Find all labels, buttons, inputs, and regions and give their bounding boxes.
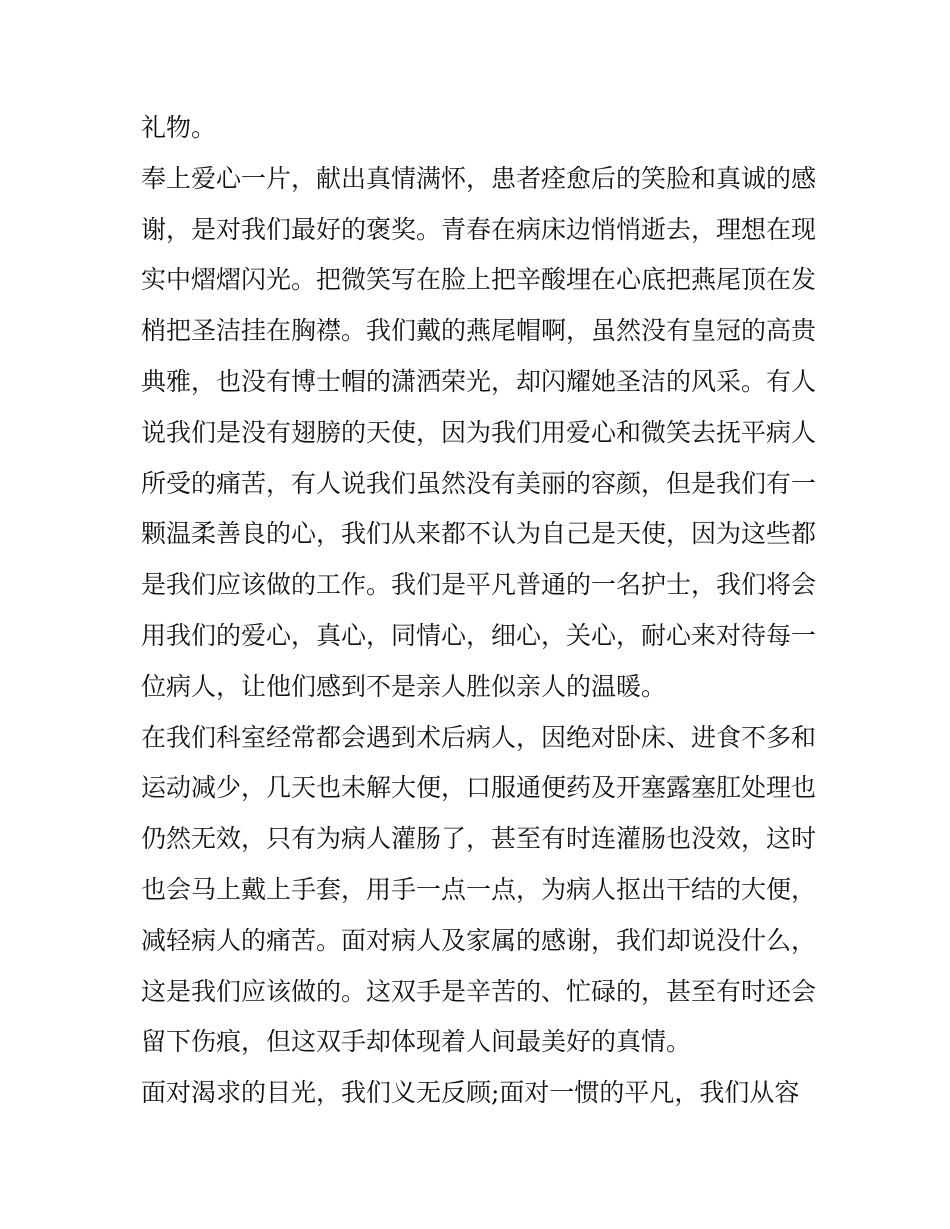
text-line: 所受的痛苦，有人说我们虽然没有美丽的容颜，但是我们有一	[141, 468, 817, 498]
text-line: 奉上爱心一片，献出真情满怀，患者痊愈后的笑脸和真诚的感	[141, 163, 817, 193]
text-line: 梢把圣洁挂在胸襟。我们戴的燕尾帽啊，虽然没有皇冠的高贵	[141, 316, 817, 346]
text-line: 位病人，让他们感到不是亲人胜似亲人的温暖。	[141, 671, 667, 701]
text-line: 礼物。	[141, 113, 217, 142]
text-line: 实中熠熠闪光。把微笑写在脸上把辛酸埋在心底把燕尾顶在发	[141, 265, 817, 295]
text-line: 在我们科室经常都会遇到术后病人，因绝对卧床、进食不多和	[141, 722, 817, 752]
text-line: 是我们应该做的工作。我们是平凡普通的一名护士，我们将会	[141, 570, 817, 600]
text-line: 谢，是对我们最好的褒奖。青春在病床边悄悄逝去，理想在现	[141, 214, 817, 244]
text-line: 减轻病人的痛苦。面对病人及家属的感谢，我们却说没什么，	[141, 925, 817, 955]
text-line: 运动减少，几天也未解大便，口服通便药及开塞露塞肛处理也	[141, 773, 817, 803]
text-line: 说我们是没有翅膀的天使，因为我们用爱心和微笑去抚平病人	[141, 417, 817, 447]
text-line: 这是我们应该做的。这双手是辛苦的、忙碌的，甚至有时还会	[141, 976, 817, 1006]
text-line: 典雅，也没有博士帽的潇洒荣光，却闪耀她圣洁的风采。有人	[141, 366, 817, 396]
text-line: 颗温柔善良的心，我们从来都不认为自己是天使，因为这些都	[141, 519, 817, 549]
text-line: 也会马上戴上手套，用手一点一点，为病人抠出干结的大便，	[141, 874, 817, 904]
text-line: 面对渴求的目光，我们义无反顾;面对一惯的平凡，我们从容	[141, 1078, 800, 1108]
document-body	[141, 103, 831, 1119]
text-line: 留下伤痕，但这双手却体现着人间最美好的真情。	[141, 1027, 692, 1057]
text-line: 用我们的爱心，真心，同情心，细心，关心，耐心来对待每一	[141, 620, 817, 650]
text-line: 仍然无效，只有为病人灌肠了，甚至有时连灌肠也没效，这时	[141, 824, 817, 854]
